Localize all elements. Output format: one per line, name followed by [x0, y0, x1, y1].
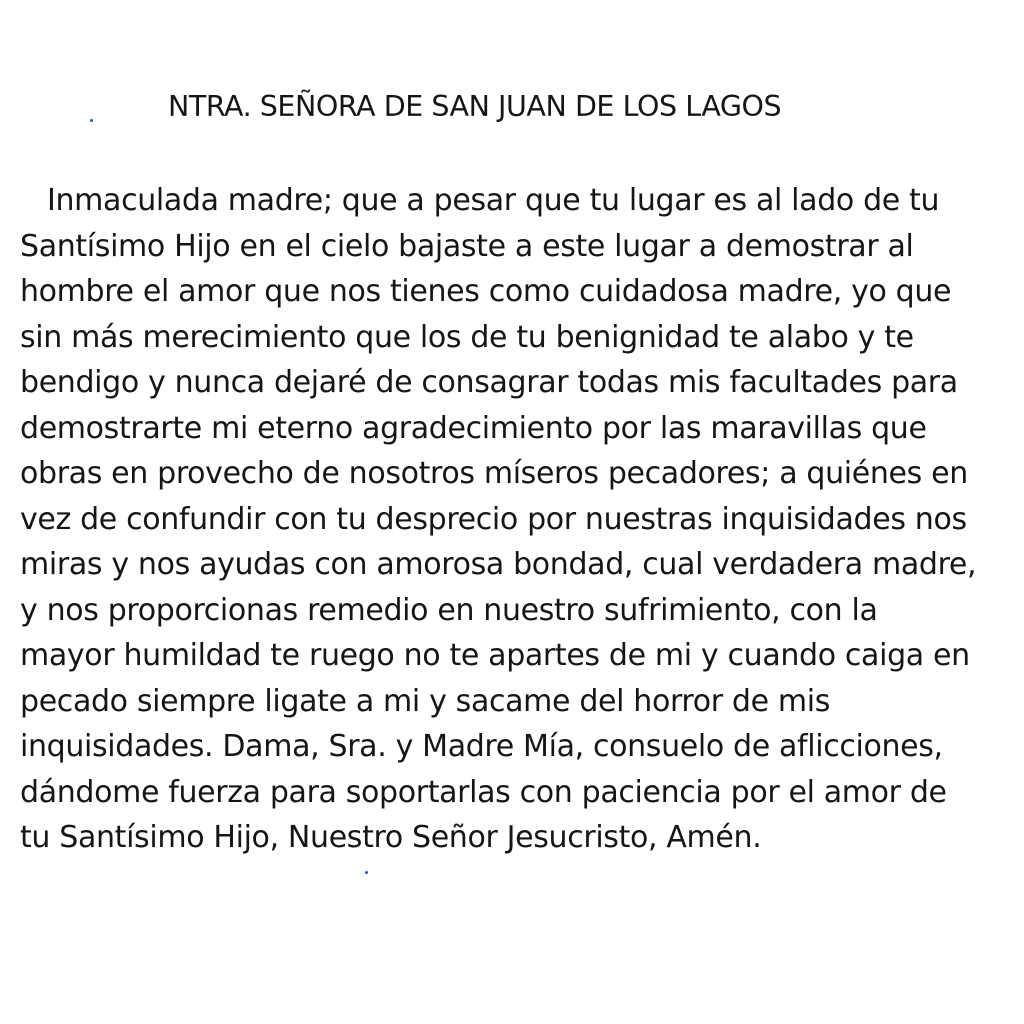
prayer-line-7: obras en provecho de nosotros míseros pecadores; a quiénes en	[20, 456, 968, 491]
decorative-dot-top	[90, 119, 93, 122]
prayer-line-8: vez de confundir con tu desprecio por nuestras inquisidades nos	[20, 501, 967, 537]
prayer-line-13: inquisidades. Dama, Sra. y Madre Mía, consuelo de aflicciones,	[20, 729, 943, 764]
prayer-line-4: sin más merecimiento que los de tu benignidad te alabo y te	[20, 319, 914, 355]
prayer-line-12: pecado siempre ligate a mi y sacame del horror de mis	[20, 683, 831, 719]
prayer-line-1: Inmaculada madre; que a pesar que tu lugar es al lado de tu	[47, 183, 940, 218]
prayer-line-6: demostrarte mi eterno agradecimiento por las maravillas que	[20, 410, 927, 446]
decorative-dot-bottom	[365, 871, 368, 874]
prayer-line-3: hombre el amor que nos tienes como cuidadosa madre, yo que	[20, 274, 952, 309]
prayer-body	[20, 178, 976, 861]
prayer-line-15: tu Santísimo Hijo, Nuestro Señor Jesucristo, Amén.	[20, 820, 762, 855]
prayer-line-10: y nos proporcionas remedio en nuestro sufrimiento, con la	[20, 592, 878, 628]
prayer-line-9: miras y nos ayudas con amorosa bondad, cual verdadera madre,	[20, 547, 977, 582]
prayer-line-2: Santísimo Hijo en el cielo bajaste a este lugar a demostrar al	[20, 228, 914, 264]
prayer-line-11: mayor humildad te ruego no te apartes de mi y cuando caiga en	[20, 638, 970, 673]
prayer-line-5: bendigo y nunca dejaré de consagrar todas mis facultades para	[20, 365, 958, 400]
prayer-line-14: dándome fuerza para soportarlas con paciencia por el amor de	[20, 774, 947, 810]
prayer-title: NTRA. SEÑORA DE SAN JUAN DE LOS LAGOS	[168, 90, 782, 123]
